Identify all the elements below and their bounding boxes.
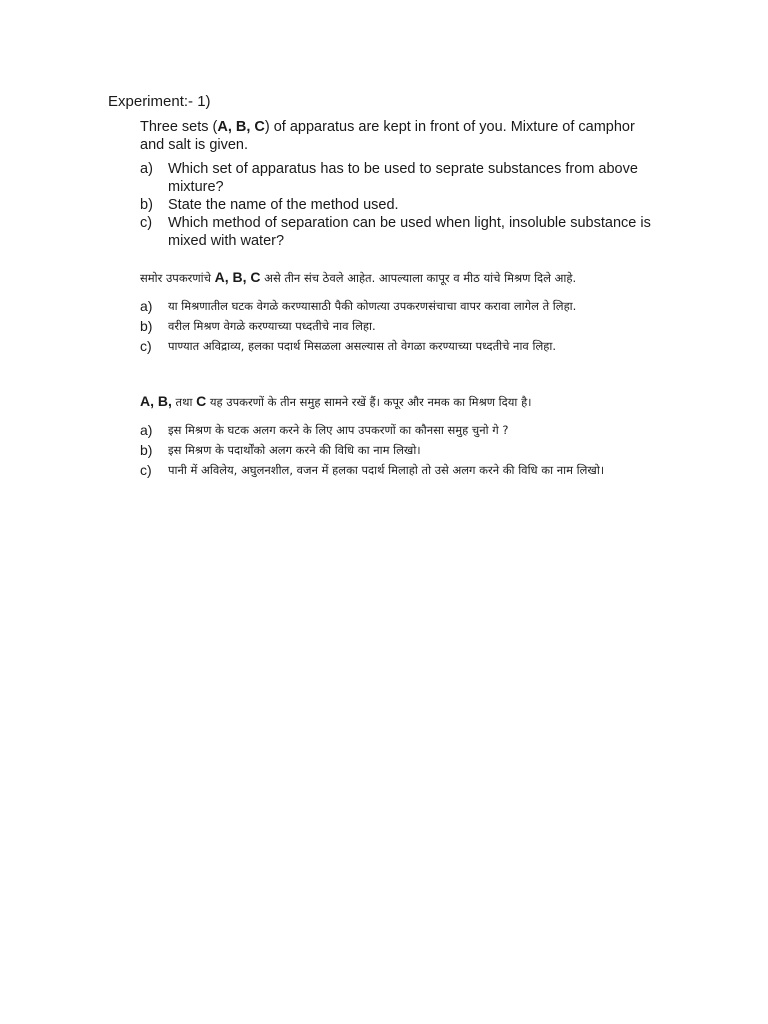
question-text: वरील मिश्रण वेगळे करण्याच्या पध्दतीचे नाव लिहा.: [168, 319, 376, 333]
marathi-intro-post: असे तीन संच ठेवले आहेत. आपल्याला कापूर व मीठ यांचे मिश्रण दिले आहे.: [260, 271, 577, 285]
hindi-question-b: [140, 440, 660, 460]
hindi-intro-bold-2: C: [196, 393, 207, 409]
english-question-c: [140, 214, 660, 250]
question-text: Which method of separation can be used when light, insoluble substance is mixed with water?: [168, 215, 651, 249]
question-text: Which set of apparatus has to be used to seprate substances from above mixture?: [168, 161, 638, 195]
question-label: b): [140, 197, 153, 213]
question-label: a): [140, 161, 153, 177]
english-intro-bold: A, B, C: [217, 119, 265, 135]
hindi-question-c: [140, 460, 660, 480]
question-label: b): [140, 442, 153, 458]
hindi-intro-mid: तथा: [171, 395, 197, 409]
question-label: a): [140, 298, 153, 314]
question-text: इस मिश्रण के पदार्थोंको अलग करने की विधि का नाम लिखो।: [168, 443, 421, 457]
hindi-intro-post: यह उपकरणों के तीन समुह सामने रखें हैं। कपूर और नमक का मिश्रण दिया है।: [206, 395, 532, 409]
marathi-question-b: [140, 316, 660, 336]
question-label: c): [140, 462, 152, 478]
english-intro-post: ) of apparatus are kept in front of you. Mixture of camphor and salt is given.: [140, 119, 635, 153]
marathi-intro: [140, 269, 660, 286]
marathi-intro-bold: A, B, C: [214, 269, 261, 285]
question-label: c): [140, 338, 152, 354]
experiment-title: Experiment:- 1): [108, 93, 211, 110]
question-text: पानी में अविलेय, अघुलनशील, वजन में हलका पदार्थ मिलाहो तो उसे अलग करने की विधि का नाम लिखो।: [168, 463, 605, 477]
hindi-intro-bold-1: A, B,: [140, 393, 172, 409]
hindi-intro: [140, 393, 660, 410]
question-label: b): [140, 318, 153, 334]
hindi-questions: [140, 420, 660, 480]
question-text: State the name of the method used.: [168, 197, 399, 213]
question-text: पाण्यात अविद्राव्य, हलका पदार्थ मिसळला असल्यास तो वेगळा करण्याच्या पध्दतीचे नाव लिहा.: [168, 339, 556, 353]
hindi-section: [140, 393, 660, 480]
marathi-intro-pre: समोर उपकरणांचे: [140, 271, 215, 285]
marathi-question-a: [140, 296, 660, 316]
marathi-section: [140, 269, 660, 356]
question-label: c): [140, 215, 153, 231]
hindi-question-a: [140, 420, 660, 440]
marathi-questions: [140, 296, 660, 356]
english-section: [140, 118, 660, 250]
english-questions: [140, 160, 660, 250]
question-text: इस मिश्रण के घटक अलग करने के लिए आप उपकरणों का कौनसा समुह चुनो गे ?: [168, 423, 509, 437]
question-text: या मिश्रणातील घटक वेगळे करण्यासाठी पैकी कोणत्या उपकरणसंचाचा वापर करावा लागेल ते लिहा.: [168, 299, 577, 313]
english-question-b: [140, 196, 660, 214]
english-intro: [140, 118, 660, 154]
question-label: a): [140, 422, 153, 438]
marathi-question-c: [140, 336, 660, 356]
english-intro-pre: Three sets (: [140, 119, 218, 135]
english-question-a: [140, 160, 660, 196]
